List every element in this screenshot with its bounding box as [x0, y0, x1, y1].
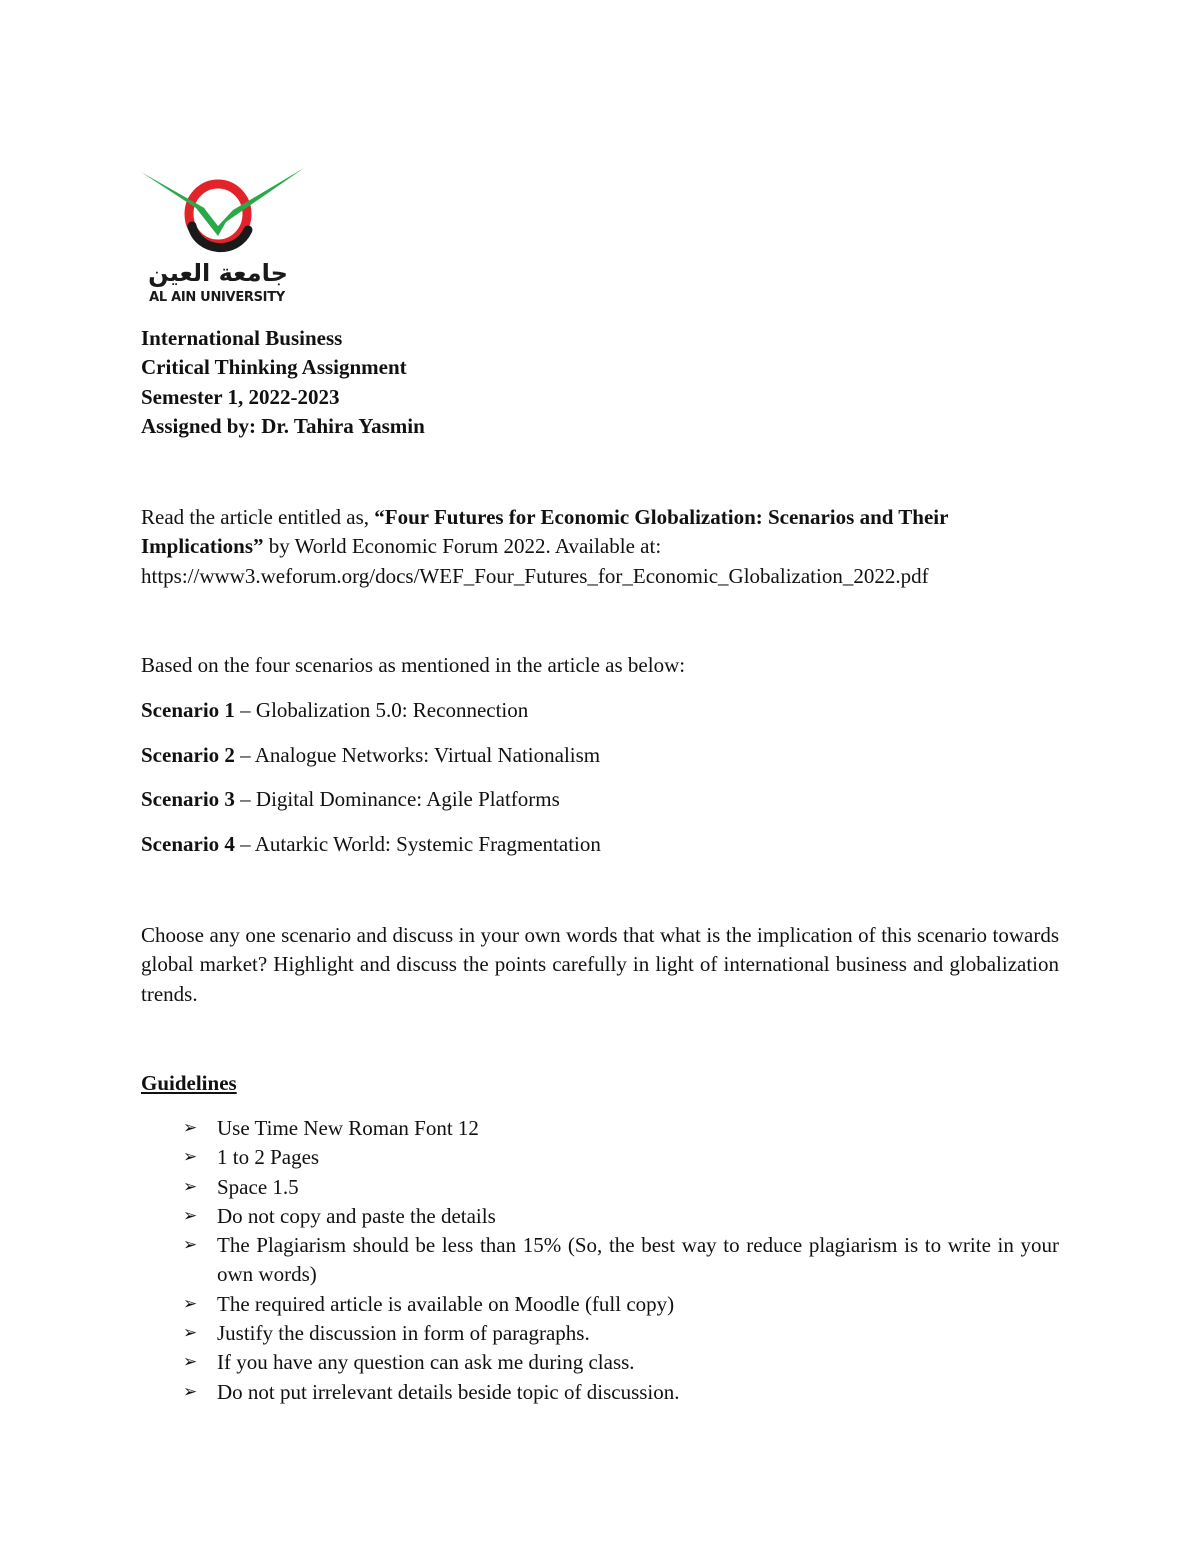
article-url[interactable]: https://www3.weforum.org/docs/WEF_Four_Futures_for_Economic_Globalization_2022.pdf	[141, 563, 929, 588]
guideline-item	[183, 1378, 1059, 1407]
logo-arabic-name: جامعة العين	[148, 259, 288, 287]
scenario-description: – Globalization 5.0: Reconnection	[234, 698, 529, 722]
scenario-label: Scenario 3	[141, 787, 235, 812]
arrow-bullet-icon: ➢	[183, 1235, 198, 1256]
guideline-text: 1 to 2 Pages	[217, 1145, 320, 1170]
task-paragraph: Choose any one scenario and discuss in your own words that what is the implication of this scenario towards global market? Highlight and discuss the points carefully in light of international business and globalization trends.	[141, 923, 1059, 1006]
guideline-text: The required article is available on Moodle (full copy)	[217, 1291, 675, 1316]
arrow-bullet-icon: ➢	[183, 1118, 198, 1138]
arrow-bullet-icon: ➢	[183, 1205, 198, 1226]
arrow-bullet-icon: ➢	[183, 1147, 198, 1168]
guideline-item	[183, 1348, 1059, 1377]
semester-line: Semester 1, 2022-2023	[141, 384, 340, 409]
intro-paragraph	[141, 503, 1059, 591]
arrow-bullet-icon: ➢	[183, 1323, 198, 1344]
logo-emblem-icon	[138, 164, 308, 264]
arrow-bullet-icon: ➢	[183, 1293, 198, 1314]
scenario-description: – Autarkic World: Systemic Fragmentation	[234, 832, 601, 857]
assigned-by-line: Assigned by: Dr. Tahira Yasmin	[141, 413, 425, 438]
scenario-label: Scenario 4	[141, 832, 235, 857]
guideline-item	[183, 1231, 1059, 1290]
scenario-item	[141, 741, 1059, 786]
guideline-item	[183, 1202, 1059, 1231]
logo-english-name: AL AIN UNIVERSITY	[149, 290, 285, 305]
article-source: by World Economic Forum 2022. Available at:	[263, 534, 662, 559]
scenario-item	[141, 696, 1059, 741]
guideline-item	[183, 1173, 1059, 1202]
scenario-item	[141, 785, 1059, 830]
guideline-item	[183, 1143, 1059, 1172]
guideline-text: Space 1.5	[217, 1174, 299, 1199]
scenario-label: Scenario 2	[141, 742, 235, 767]
arrow-bullet-icon: ➢	[183, 1381, 198, 1402]
guideline-text: The Plagiarism should be less than 15% (So, the best way to reduce plagiarism is to write in your own words)	[217, 1233, 1059, 1287]
university-logo	[138, 164, 308, 310]
arrow-bullet-icon: ➢	[183, 1352, 198, 1373]
guideline-item	[183, 1290, 1059, 1319]
guidelines-list	[183, 1114, 1059, 1407]
scenario-item	[141, 830, 1059, 875]
guideline-text: Do not copy and paste the details	[217, 1203, 496, 1228]
guideline-text: Justify the discussion in form of paragraphs.	[217, 1321, 590, 1346]
scenario-label: Scenario 1	[141, 698, 235, 722]
assignment-header	[141, 324, 425, 441]
scenario-description: – Analogue Networks: Virtual Nationalism	[234, 742, 601, 767]
scenario-description: – Digital Dominance: Agile Platforms	[234, 787, 560, 812]
article-title: “Four Futures for Economic Globalization: Scenarios and Their Implications”	[141, 505, 949, 559]
scenarios-intro: Based on the four scenarios as mentioned in the article as below:	[141, 653, 686, 677]
guideline-item	[183, 1319, 1059, 1348]
assignment-title: Critical Thinking Assignment	[141, 355, 407, 380]
guideline-text: If you have any question can ask me during class.	[217, 1350, 635, 1375]
guideline-text: Do not put irrelevant details beside topic of discussion.	[217, 1379, 680, 1404]
arrow-bullet-icon: ➢	[183, 1176, 198, 1197]
guidelines-title: Guidelines	[141, 1071, 237, 1095]
scenario-list	[141, 696, 1059, 875]
guideline-item	[183, 1114, 1059, 1143]
guideline-text: Use Time New Roman Font 12	[217, 1116, 479, 1140]
course-title: International Business	[141, 326, 343, 350]
intro-lead: Read the article entitled as,	[141, 505, 375, 529]
